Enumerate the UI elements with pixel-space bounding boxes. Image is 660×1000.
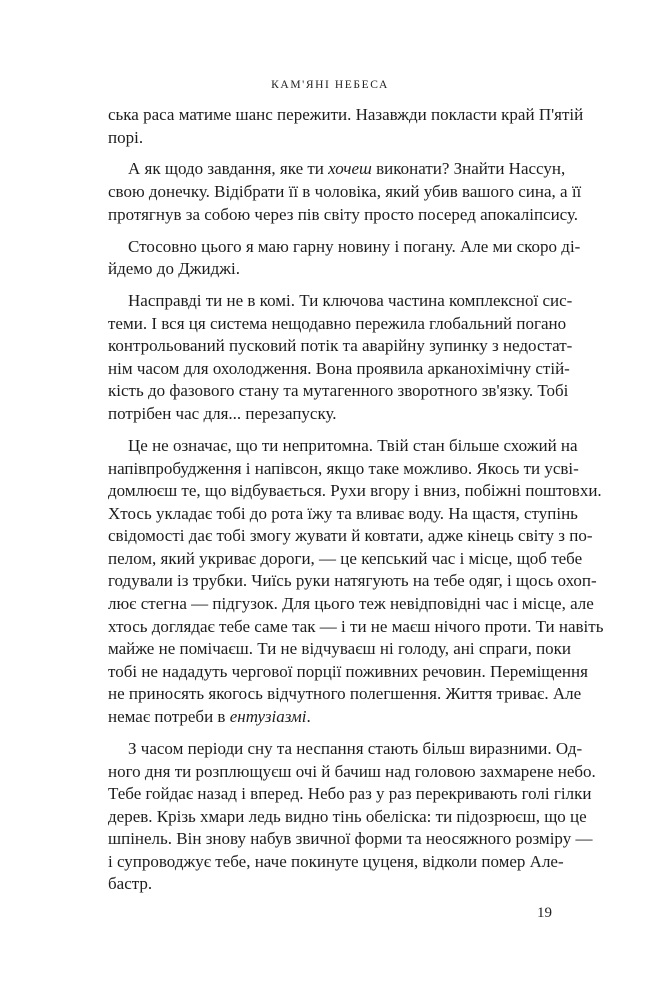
text-line: не приносять якогось відчутного полегшення. Життя триває. Але [108, 684, 582, 704]
text-line: нім часом для охолодження. Вона проявила арканохімічну стій- [108, 358, 570, 378]
text-line: немає потреби в ентузіазмі. [108, 707, 311, 727]
running-head: КАМ'ЯНІ НЕБЕСА [271, 79, 389, 91]
text-line: ська раса матиме шанс пережити. Назавжди покласти край П'ятій [108, 105, 584, 124]
page-number: 19 [537, 905, 552, 921]
text-line: пелом, який укриває дороги, — це кепський час і місце, щоб тебе [108, 548, 583, 568]
text-line: свою донечку. Відібрати її в чоловіка, який убив вашого сина, а її [108, 182, 582, 202]
text-line: порі. [108, 127, 144, 147]
paragraph [108, 290, 573, 426]
text-line: майже не помічаєш. Ти не відчуваєш ні голоду, ані спраги, поки [108, 639, 572, 659]
text-line: Насправді ти не в комі. Ти ключова частина комплексної сис- [128, 291, 573, 311]
text-line: кість до фазового стану та мутагенного зворотного зв'язку. Тобі [108, 381, 569, 401]
text-line: контрольований пусковий потік та аварійну зупинку з недостат- [108, 336, 573, 356]
text-line: тобі не нададуть чергової порції поживних речовин. Переміщення [108, 661, 588, 681]
text-line: Хтось укладає тобі до рота їжу та вливає воду. На щастя, ступінь [108, 503, 578, 523]
paragraph [108, 104, 584, 149]
text-line: Тебе гойдає назад і вперед. Небо раз у раз перекривають голі гілки [108, 784, 592, 804]
paragraph [108, 738, 596, 896]
text-line: Це не означає, що ти непритомна. Твій стан більше схожий на [128, 435, 578, 455]
text-line: теми. І вся ця система нещодавно пережила глобальний погано [108, 313, 567, 333]
text-line: і супроводжує тебе, наче покинуте цуценя, відколи помер Але- [108, 851, 564, 871]
text-line: свідомості дає тобі змогу жувати й ковтати, адже кінець світу з по- [108, 526, 593, 546]
text-line: лює стегна — підгузок. Для цього теж невідповідні час і місце, але [108, 594, 594, 614]
paragraph [108, 158, 582, 226]
text-line: потрібен час для... перезапуску. [108, 404, 337, 424]
text-line: З часом періоди сну та неспання стають більш виразними. Од- [128, 738, 583, 758]
text-line: А як щодо завдання, яке ти хочеш виконати? Знайти Нассун, [128, 159, 566, 179]
text-line: йдемо до Джиджі. [108, 259, 241, 279]
text-line: ного дня ти розплющуєш очі й бачиш над головою захмарене небо. [108, 761, 596, 781]
text-line: годували із трубки. Чиїсь руки натягують на тебе одяг, і щось охоп- [108, 571, 597, 591]
text-line: хтось доглядає тебе саме так — і ти не маєш нічого проти. Ти навіть [108, 616, 604, 636]
text-line: дерев. Крізь хмари ледь видно тінь обеліска: ти підозрюєш, що це [108, 806, 587, 826]
body-text [108, 104, 604, 905]
text-line: протягнув за собою через пів світу просто посеред апокаліпсису. [108, 204, 579, 224]
paragraph [108, 435, 604, 729]
paragraph [108, 236, 581, 281]
text-line: бастр. [108, 874, 153, 894]
text-line: домлюєш те, що відбувається. Рухи вгору і вниз, побіжні поштовхи. [108, 481, 602, 501]
text-line: шпінель. Він знову набув звичної форми та неосяжного розміру — [108, 829, 593, 849]
text-line: Стосовно цього я маю гарну новину і погану. Але ми скоро ді- [128, 236, 581, 256]
text-line: напівпробудження і напівсон, якщо таке можливо. Якось ти усві- [108, 458, 579, 478]
